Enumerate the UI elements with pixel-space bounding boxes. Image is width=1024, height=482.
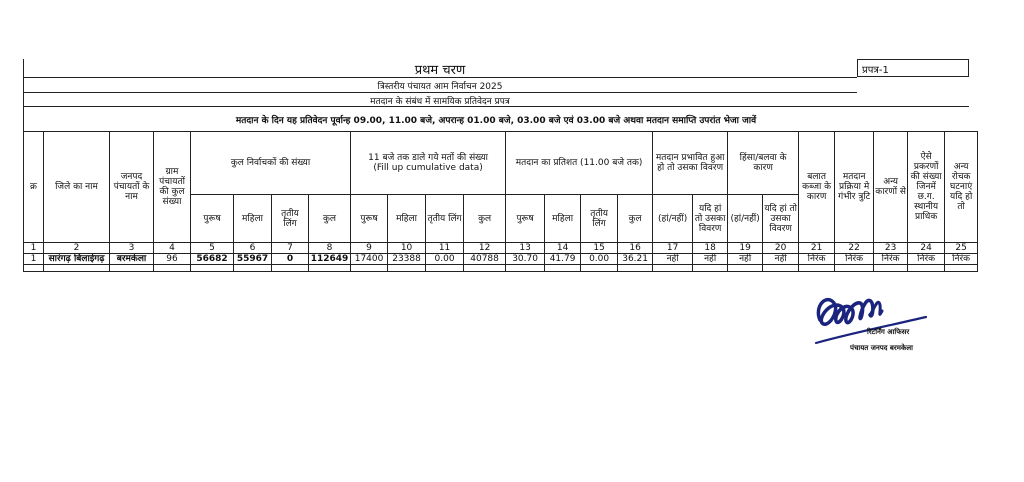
col-number: 5 [191, 243, 234, 254]
col-sr: क्र [24, 132, 44, 243]
col-number: 14 [545, 243, 581, 254]
cell-pct-male: 30.70 [506, 254, 545, 265]
col-pct-male: पुरूष [506, 195, 545, 243]
cell-pct-third: 0.00 [581, 254, 618, 265]
cell-voters-total: 112649 [309, 254, 351, 265]
col-votes-third: तृतीय लिंग [426, 195, 464, 243]
cell-capture: निरंक [799, 254, 835, 265]
col-number: 4 [154, 243, 191, 254]
cell-voters-male: 56682 [191, 254, 234, 265]
col-affected-detail: यदि हां तो उसका विवरण [693, 195, 728, 243]
votes-group-note: (Fill up cumulative data) [373, 163, 483, 173]
election-subtitle: त्रिस्तरीय पंचायत आम निर्वाचन 2025 [377, 82, 503, 92]
cell-affected: नहीं [653, 254, 693, 265]
cell-violence: नहीं [728, 254, 763, 265]
col-number: 17 [653, 243, 693, 254]
cell-district: सारंगढ़ बिलाईगढ़ [44, 254, 110, 265]
col-number: 3 [110, 243, 154, 254]
cell-votes-male: 17400 [351, 254, 388, 265]
cell-janpad: बरमकेला [110, 254, 154, 265]
col-number: 6 [234, 243, 272, 254]
cell-cases: निरंक [908, 254, 945, 265]
col-other-events: अन्य रोचक घटनाएं यदि हो तो [945, 132, 978, 243]
col-number: 21 [799, 243, 835, 254]
col-janpad: जनपद पंचायतों के नाम [110, 132, 154, 243]
col-number: 24 [908, 243, 945, 254]
cell-voters-third: 0 [272, 254, 309, 265]
column-number-row [24, 243, 978, 254]
col-number: 22 [835, 243, 874, 254]
col-violence-yesno: (हां/नहीं) [728, 195, 763, 243]
col-votes-total: कुल [464, 195, 506, 243]
col-process-error: मतदान प्रक्रिया मे गंभीर त्रुटि [835, 132, 874, 243]
col-votes-male: पुरूष [351, 195, 388, 243]
col-pct-female: महिला [545, 195, 581, 243]
col-number: 2 [44, 243, 110, 254]
col-number: 16 [618, 243, 653, 254]
col-number: 23 [874, 243, 908, 254]
report-instruction: मतदान के दिन यह प्रतिवेदन पूर्वान्ह 09.00, 11.00 बजे, अपरान्ह 01.00 बजे, 03.00 बजे एवं 03.00 बजे अथवा मतदान समाप्ति उपरांत भेजा जावें [235, 116, 757, 126]
col-votes-group [351, 132, 506, 195]
col-voters-female: महिला [234, 195, 272, 243]
cell-events: निरंक [945, 254, 978, 265]
col-affected-yesno: (हां/नहीं) [653, 195, 693, 243]
col-pct-group: मतदान का प्रतिशत (11.00 बजे तक) [506, 132, 653, 195]
col-gram-total: ग्राम पंचायतों की कुल संख्या [154, 132, 191, 243]
col-votes-female: महिला [388, 195, 426, 243]
col-number: 20 [763, 243, 799, 254]
col-district: जिले का नाम [44, 132, 110, 243]
col-number: 9 [351, 243, 388, 254]
cell-votes-female: 23388 [388, 254, 426, 265]
page-title: प्रथम चरण [414, 63, 466, 78]
cell-violence-detail: नहीं [763, 254, 799, 265]
votes-group-label: 11 बजे तक डाले गये मतों की संख्या [368, 153, 488, 163]
header-row-1 [24, 132, 978, 195]
col-violence-detail: यदि हां तो उसका विवरण [763, 195, 799, 243]
cell-error: निरंक [835, 254, 874, 265]
col-voters-male: पुरूष [191, 195, 234, 243]
col-number: 15 [581, 243, 618, 254]
cell-votes-total: 40788 [464, 254, 506, 265]
col-number: 18 [693, 243, 728, 254]
col-number: 7 [272, 243, 309, 254]
cell-affected-detail: नहीं [693, 254, 728, 265]
header-rule-2 [23, 92, 857, 93]
col-affected-group: मतदान प्रभावित हुआ हो तो उसका विवरण [653, 132, 728, 195]
col-voters-total: कुल [309, 195, 351, 243]
col-number: 1 [24, 243, 44, 254]
col-number: 13 [506, 243, 545, 254]
cell-pct-female: 41.79 [545, 254, 581, 265]
report-name: मतदान के संबंध में सामयिक प्रतिवेदन प्रपत्र [370, 97, 510, 107]
table-row-empty [24, 265, 978, 272]
report-table [23, 131, 978, 272]
col-other-reasons: अन्य कारणों से [874, 132, 908, 243]
col-number: 12 [464, 243, 506, 254]
signature-office: पंचायत जनपद बरमकेला [850, 344, 913, 352]
col-number: 8 [309, 243, 351, 254]
col-voters-group: कुल निर्वाचकों की संख्या [191, 132, 351, 195]
handwritten-signature [812, 285, 932, 350]
col-violence-group: हिंसा/बलवा के कारण [728, 132, 799, 195]
signature-designation: रिटर्निंग आफिसर [867, 328, 910, 336]
col-number: 19 [728, 243, 763, 254]
form-number: प्रपत्र-1 [857, 59, 969, 77]
col-cases-count: ऐसे प्रकरणों की संख्या जिनमें छ.ग. स्थानीय प्राधिक [908, 132, 945, 243]
cell-pct-total: 36.21 [618, 254, 653, 265]
cell-gram-total: 96 [154, 254, 191, 265]
col-voters-third: तृतीय लिंग [272, 195, 309, 243]
col-booth-capture: बलात कब्जा के कारण [799, 132, 835, 243]
table-row [24, 254, 978, 265]
cell-other: निरंक [874, 254, 908, 265]
col-pct-third: तृतीय लिंग [581, 195, 618, 243]
cell-votes-third: 0.00 [426, 254, 464, 265]
cell-voters-female: 55967 [234, 254, 272, 265]
cell-sr: 1 [24, 254, 44, 265]
col-number: 25 [945, 243, 978, 254]
col-number: 11 [426, 243, 464, 254]
col-pct-total: कुल [618, 195, 653, 243]
col-number: 10 [388, 243, 426, 254]
